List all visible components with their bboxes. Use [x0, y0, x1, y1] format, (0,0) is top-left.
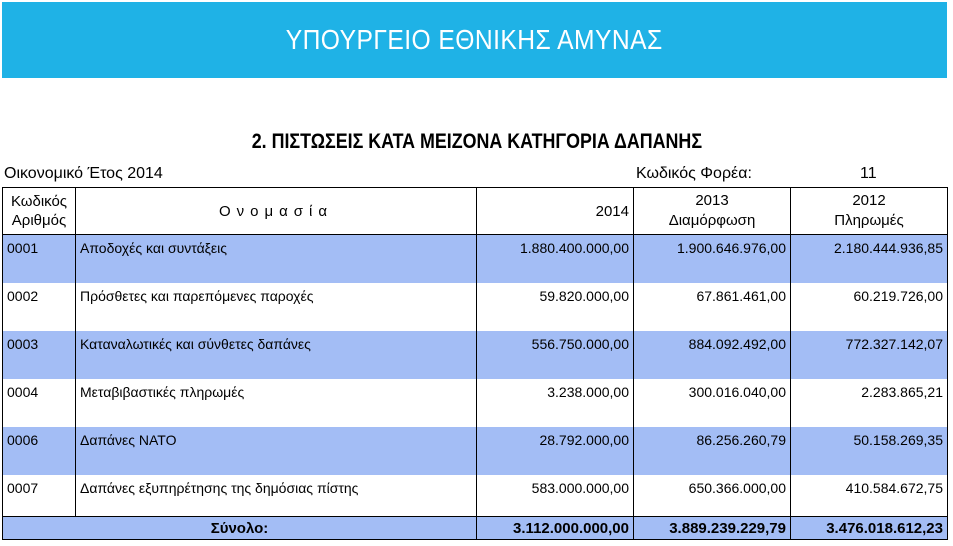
- header-code-line2: Αριθμός: [11, 212, 67, 229]
- row-2014: 3.238.000,00: [477, 379, 634, 427]
- ministry-title: ΥΠΟΥΡΓΕΙΟ ΕΘΝΙΚΗΣ ΑΜΥΝΑΣ: [286, 24, 663, 55]
- header-2013-line1: 2013: [695, 192, 729, 209]
- row-code: 0007: [3, 475, 76, 524]
- header-code-line1: Κωδικός: [10, 193, 68, 210]
- row-name: Δαπάνες ΝΑΤΟ: [76, 427, 477, 475]
- section-title-text: 2. ΠΙΣΤΩΣΕΙΣ ΚΑΤΑ ΜΕΙΖΟΝΑ ΚΑΤΗΓΟΡΙΑ ΔΑΠΑΝΗΣ: [251, 130, 702, 153]
- carrier-code-label: Κωδικός Φορέα:: [636, 165, 752, 182]
- row-2012: 2.283.865,21: [791, 379, 948, 427]
- row-code: 0001: [3, 235, 76, 284]
- row-name: Δαπάνες εξυπηρέτησης της δημόσιας πίστης: [76, 475, 477, 524]
- row-name: Πρόσθετες και παρεπόμενες παροχές: [76, 283, 477, 331]
- table-row: [3, 331, 948, 379]
- row-code: 0003: [3, 331, 76, 379]
- header-2012-line2: Πληρωμές: [834, 212, 904, 229]
- total-table: [2, 516, 948, 540]
- header-2012: [791, 188, 948, 235]
- row-2014: 59.820.000,00: [477, 283, 634, 331]
- row-2014: 28.792.000,00: [477, 427, 634, 475]
- carrier-code-value: 11: [860, 165, 877, 182]
- row-2014: 556.750.000,00: [477, 331, 634, 379]
- header-banner: [2, 2, 947, 78]
- budget-table: [2, 187, 948, 524]
- total-row: [3, 517, 948, 540]
- total-2014: 3.112.000.000,00: [477, 517, 634, 540]
- row-2012: 772.327.142,07: [791, 331, 948, 379]
- row-2013: 884.092.492,00: [634, 331, 791, 379]
- table-row: [3, 283, 948, 331]
- table-row: [3, 235, 948, 284]
- row-2013: 86.256.260,79: [634, 427, 791, 475]
- row-2014: 1.880.400.000,00: [477, 235, 634, 284]
- header-2012-line1: 2012: [852, 192, 886, 209]
- section-title: [0, 130, 953, 154]
- row-name: Μεταβιβαστικές πληρωμές: [76, 379, 477, 427]
- row-2012: 2.180.444.936,85: [791, 235, 948, 284]
- row-2013: 650.366.000,00: [634, 475, 791, 524]
- row-name: Καταναλωτικές και σύνθετες δαπάνες: [76, 331, 477, 379]
- header-2013-line2: Διαμόρφωση: [668, 212, 756, 229]
- row-2012: 410.584.672,75: [791, 475, 948, 524]
- total-2012: 3.476.018.612,23: [791, 517, 948, 540]
- row-code: 0002: [3, 283, 76, 331]
- row-2013: 300.016.040,00: [634, 379, 791, 427]
- header-name: Ονομασία: [76, 188, 477, 235]
- header-code: [3, 188, 76, 235]
- header-2013: [634, 188, 791, 235]
- fiscal-year: Οικονομικό Έτος 2014: [4, 165, 163, 182]
- row-2013: 1.900.646.976,00: [634, 235, 791, 284]
- row-code: 0006: [3, 427, 76, 475]
- table-row: [3, 427, 948, 475]
- table-header-row: [3, 188, 948, 235]
- table-row: [3, 379, 948, 427]
- row-2014: 583.000.000,00: [477, 475, 634, 524]
- row-2012: 50.158.269,35: [791, 427, 948, 475]
- row-2012: 60.219.726,00: [791, 283, 948, 331]
- total-label: Σύνολο:: [3, 517, 477, 540]
- row-code: 0004: [3, 379, 76, 427]
- total-2013: 3.889.239.229,79: [634, 517, 791, 540]
- row-name: Αποδοχές και συντάξεις: [76, 235, 477, 284]
- row-2013: 67.861.461,00: [634, 283, 791, 331]
- header-2014: 2014: [477, 188, 634, 235]
